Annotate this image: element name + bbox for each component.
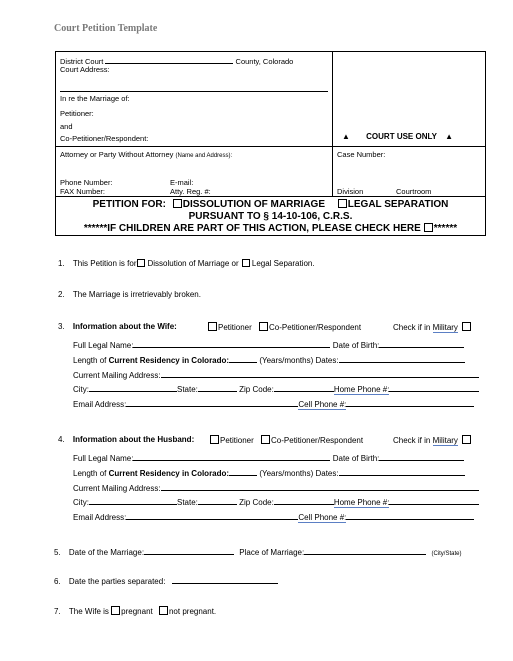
husband-city-field[interactable] (89, 496, 177, 505)
wife-residency-dates-field[interactable] (339, 354, 465, 363)
wife-military-text: Check if in (393, 323, 431, 332)
wife-residency-label: Current Residency in Colorado: (108, 356, 230, 365)
husband-mailing-field[interactable] (161, 482, 479, 491)
item-number: 3. (58, 322, 65, 331)
pursuant-line: PURSUANT TO § 14-10-106, C.R.S. (188, 211, 353, 222)
wife-zip-field[interactable] (274, 383, 334, 392)
court-use-only-label: COURT USE ONLY (366, 132, 437, 141)
email-label: E-mail: (170, 178, 194, 187)
up-arrow-icon: ▲ (445, 132, 453, 141)
wife-cell-label: Cell Phone #: (298, 400, 347, 409)
item-1 (58, 259, 315, 268)
dissolution-checkbox[interactable] (173, 199, 182, 208)
wife-state-field[interactable] (198, 383, 237, 392)
up-arrow-icon: ▲ (342, 132, 350, 141)
item-2 (58, 290, 201, 299)
case-caption-table (55, 51, 486, 236)
district-court-field[interactable] (105, 55, 233, 64)
attorney-note: (Name and Address): (175, 153, 233, 159)
item-5 (54, 546, 461, 557)
wife-dob-field[interactable] (379, 339, 464, 348)
wife-pregnancy-label: The Wife is (68, 607, 109, 616)
dissolution-option-label: Dissolution of Marriage or (147, 259, 239, 268)
husband-heading: Information about the Husband: (72, 435, 195, 444)
caption-divider-vertical (332, 52, 333, 197)
item-number: 5. (54, 548, 61, 557)
separation-date-field[interactable] (172, 575, 278, 584)
legal-separation-checkbox[interactable] (338, 199, 347, 208)
husband-email-label: Email Address: (73, 513, 127, 522)
husband-dob-field[interactable] (379, 452, 464, 461)
husband-military-text: Check if in (393, 436, 431, 445)
pregnant-label: pregnant (121, 607, 153, 616)
wife-cell-field[interactable] (346, 398, 474, 407)
item-number: 1. (58, 259, 65, 268)
wife-state-label: State: (177, 385, 198, 394)
husband-heading-row (58, 435, 194, 444)
court-address-label: Court Address: (60, 65, 110, 74)
husband-email-field[interactable] (126, 511, 298, 520)
case-number-label: Case Number: (337, 150, 386, 159)
page-title: Court Petition Template (54, 23, 158, 34)
husband-mailing-label: Current Mailing Address: (73, 484, 161, 493)
husband-cell-field[interactable] (346, 511, 474, 520)
wife-email-label: Email Address: (73, 400, 127, 409)
and-label: and (60, 122, 73, 131)
item-number: 6. (54, 577, 61, 586)
wife-petitioner-label: Petitioner (218, 323, 252, 332)
county-label: County, Colorado (235, 57, 294, 66)
phone-label: Phone Number: (60, 178, 113, 187)
in-re-label: In re the Marriage of: (60, 94, 130, 103)
wife-city-label: City: (73, 385, 89, 394)
district-court-label: District Court (60, 57, 104, 66)
item-6 (54, 575, 278, 586)
attorney-label: Attorney or Party Without Attorney (60, 150, 174, 159)
wife-home-phone-label: Home Phone #: (333, 385, 390, 394)
dissolution-option-checkbox[interactable] (137, 259, 145, 267)
item-number: 4. (58, 435, 65, 444)
wife-email-field[interactable] (126, 398, 298, 407)
wife-co-petitioner-label: Co-Petitioner/Respondent (269, 323, 362, 332)
city-state-note: (City/State) (431, 551, 462, 557)
wife-home-phone-field[interactable] (389, 383, 479, 392)
marriage-date-label: Date of the Marriage: (68, 548, 145, 557)
petition-for-label: PETITION FOR: (92, 199, 166, 210)
item-2-text: The Marriage is irretrievably broken. (72, 290, 201, 299)
husband-residency-pre: Length of (73, 469, 107, 478)
item-1-text: This Petition is for (72, 259, 137, 268)
petition-for-line (56, 199, 485, 210)
separation-option-checkbox[interactable] (242, 259, 250, 267)
legal-separation-label: LEGAL SEPARATION (347, 199, 449, 210)
wife-residency-pre: Length of (73, 356, 107, 365)
separation-option-label: Legal Separation. (251, 259, 315, 268)
atty-reg-label: Atty. Reg. #: (170, 187, 211, 196)
wife-residency-field[interactable] (229, 354, 257, 363)
marriage-place-field[interactable] (304, 546, 426, 555)
husband-home-phone-field[interactable] (389, 496, 479, 505)
husband-full-name-field[interactable] (133, 452, 330, 461)
husband-zip-label: Zip Code: (239, 498, 274, 507)
wife-dob-label: Date of Birth: (332, 341, 380, 350)
husband-residency-dates-label: (Years/months) Dates: (259, 469, 339, 478)
division-label: Division (337, 187, 364, 196)
petitioner-label: Petitioner: (60, 109, 94, 118)
husband-petitioner-label: Petitioner (220, 436, 254, 445)
wife-full-name-label: Full Legal Name: (73, 341, 134, 350)
husband-cell-label: Cell Phone #: (298, 513, 347, 522)
item-number: 2. (58, 290, 65, 299)
item-7 (54, 606, 216, 616)
co-petitioner-label: Co-Petitioner/Respondent: (60, 134, 149, 143)
not-pregnant-checkbox[interactable] (159, 606, 168, 615)
husband-petitioner-checkbox[interactable] (210, 435, 219, 444)
wife-military-checkbox[interactable] (462, 322, 471, 331)
husband-state-label: State: (177, 498, 198, 507)
husband-co-petitioner-label: Co-Petitioner/Respondent (271, 436, 364, 445)
wife-heading-row (58, 322, 177, 331)
wife-zip-label: Zip Code: (239, 385, 274, 394)
marriage-place-label: Place of Marriage: (239, 548, 305, 557)
husband-city-label: City: (73, 498, 89, 507)
caption-divider-2 (56, 196, 485, 197)
fax-label: FAX Number: (60, 187, 106, 196)
wife-co-petitioner-checkbox[interactable] (259, 322, 268, 331)
husband-residency-field[interactable] (229, 467, 257, 476)
husband-zip-field[interactable] (274, 496, 334, 505)
husband-military-checkbox[interactable] (462, 435, 471, 444)
wife-mailing-label: Current Mailing Address: (73, 371, 161, 380)
husband-military-link[interactable]: Military (432, 436, 458, 445)
separation-date-label: Date the parties separated: (68, 577, 166, 586)
children-notice-suffix: ****** (433, 223, 458, 234)
husband-dob-label: Date of Birth: (332, 454, 380, 463)
marriage-date-field[interactable] (144, 546, 234, 555)
husband-residency-dates-field[interactable] (339, 467, 465, 476)
courtroom-label: Courtroom (396, 187, 432, 196)
husband-full-name-label: Full Legal Name: (73, 454, 134, 463)
caption-divider-1 (56, 146, 485, 147)
husband-home-phone-label: Home Phone #: (333, 498, 390, 507)
husband-residency-label: Current Residency in Colorado: (108, 469, 230, 478)
children-notice: ******IF CHILDREN ARE PART OF THIS ACTION, PLEASE CHECK HERE (83, 223, 421, 234)
wife-mailing-field[interactable] (161, 369, 479, 378)
children-checkbox[interactable] (424, 223, 433, 232)
court-address-line[interactable] (60, 91, 328, 92)
wife-military-link[interactable]: Military (432, 323, 458, 332)
husband-state-field[interactable] (198, 496, 237, 505)
not-pregnant-label: not pregnant. (168, 607, 217, 616)
dissolution-label: DISSOLUTION OF MARRIAGE (182, 199, 325, 210)
wife-full-name-field[interactable] (133, 339, 330, 348)
wife-city-field[interactable] (89, 383, 177, 392)
husband-co-petitioner-checkbox[interactable] (261, 435, 270, 444)
wife-residency-dates-label: (Years/months) Dates: (259, 356, 339, 365)
wife-heading: Information about the Wife: (72, 322, 177, 331)
item-number: 7. (54, 607, 61, 616)
pregnant-checkbox[interactable] (111, 606, 120, 615)
wife-petitioner-checkbox[interactable] (208, 322, 217, 331)
